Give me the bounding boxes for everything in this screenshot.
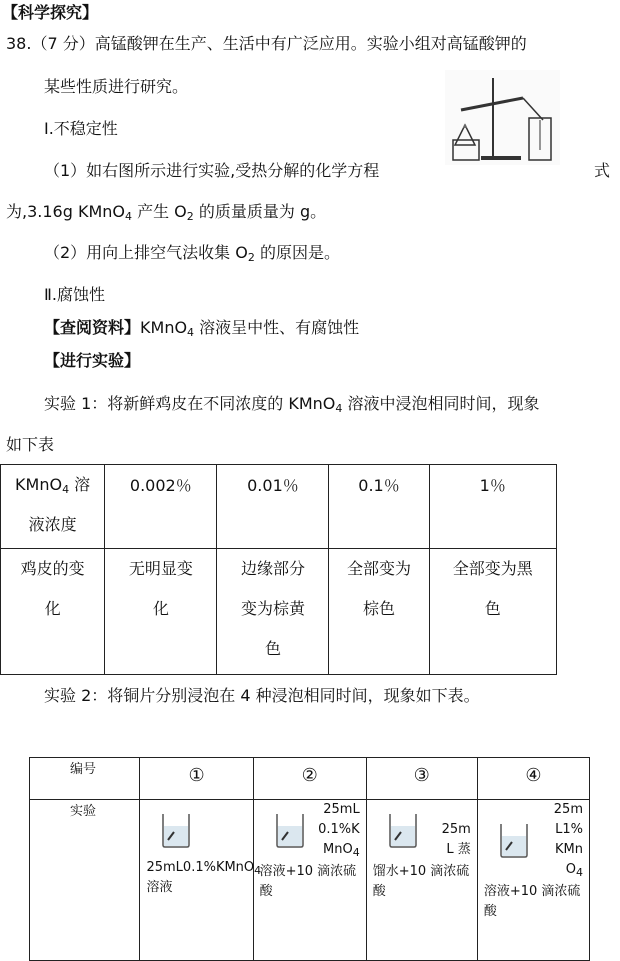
beaker-icon [274,812,306,848]
beaker-icon [160,812,192,848]
concentration-cell: 0.1％ [329,465,429,549]
table2-head-label: 编号 [30,758,140,800]
change-cell: 全部变为 棕色 [329,549,429,675]
lookup-line: 【查阅资料】KMnO$_4$ 溶液呈中性、有腐蚀性 [44,318,360,339]
change-cell: 无明显变 化 [105,549,217,675]
number-cell: ② [253,758,366,800]
table1-row1-header: KMnO$_4$ 溶 液浓度 [1,465,105,549]
experiment1-line: 实验 1：将新鲜鸡皮在不同浓度的 KMnO$_4$ 溶液中浸泡相同时间，现象 [44,394,540,415]
change-cell: 边缘部分 变为棕黄 色 [217,549,329,675]
experiment-cell-3: 25m L 蒸 馏水+10 滴浓硫 酸 [366,800,477,961]
experiment-label: 【进行实验】 [44,351,141,370]
concentration-cell: 0.01％ [217,465,329,549]
part1-q1-line2: 为,3.16g KMnO$_4$ 产生 $O_2$ 的质量质量为 g。 [6,202,327,223]
question-line-1: 38.（7 分）高锰酸钾在生产、生活中有广泛应用。实验小组对高锰酸钾的 [6,34,527,53]
experiment-cell-4: 25m L1% KMn $O_4$ 溶液+10 滴浓硫 酸 [477,800,589,961]
section-title: 【科学探究】 [2,3,99,22]
heating-apparatus-figure [445,70,560,165]
beaker-icon [387,812,419,848]
copper-table [29,757,590,961]
change-cell: 全部变为黑 色 [429,549,556,675]
number-cell: ① [140,758,253,800]
table1-row2-header: 鸡皮的变 化 [1,549,105,675]
number-cell: ③ [366,758,477,800]
number-cell: ④ [477,758,589,800]
part2-title: Ⅱ.腐蚀性 [44,285,105,304]
question-line-2: 某些性质进行研究。 [44,77,189,96]
part1-q2: （2）用向上排空气法收集 $O_2$ 的原因是。 [44,243,340,264]
beaker-icon [498,822,530,858]
experiment-cell-2: 25mL 0.1%K MnO$_4$ 溶液+10 滴浓硫 酸 [253,800,366,961]
part1-title: Ⅰ.不稳定性 [44,119,118,138]
part1-q1-tail: 式 [594,161,611,180]
table2-exp-label: 实验 [30,800,140,961]
concentration-cell: 0.002％ [105,465,217,549]
eggskin-table [0,464,557,675]
concentration-cell: 1％ [429,465,556,549]
experiment2-line: 实验 2：将铜片分别浸泡在 4 种浸泡相同时间，现象如下表。 [44,686,480,705]
experiment-cell-1: 25mL0.1%KMnO$_4$ 溶液 [140,800,253,961]
part1-q1: （1）如右图所示进行实验,受热分解的化学方程 [44,161,380,180]
experiment1-line2: 如下表 [6,435,55,454]
